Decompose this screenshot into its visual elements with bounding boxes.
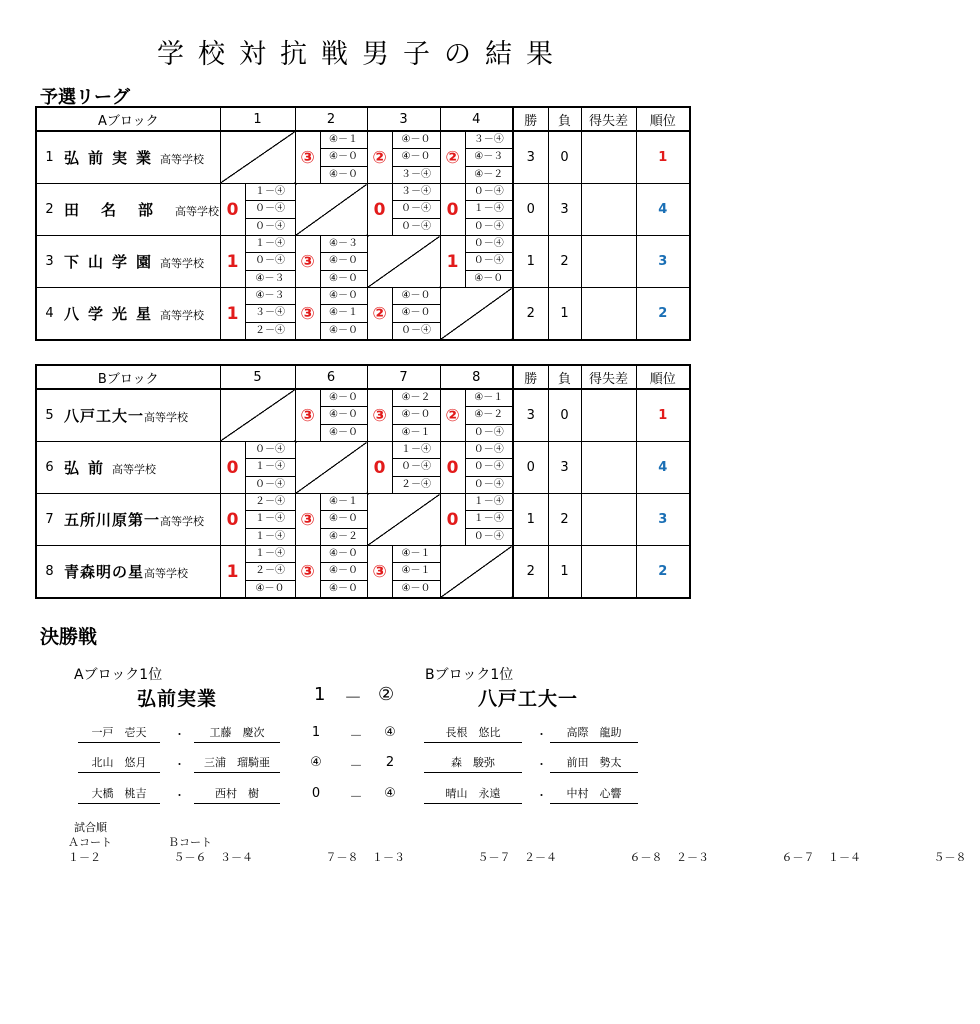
set-score: ２－④ bbox=[246, 563, 295, 580]
school-suffix: 高等学校 bbox=[144, 567, 189, 580]
set-score: ④－０ bbox=[321, 390, 367, 407]
self-match-cell bbox=[220, 389, 295, 442]
win-count: 1 bbox=[513, 494, 548, 546]
col-header: 7 bbox=[367, 365, 440, 389]
match-cell bbox=[295, 389, 367, 442]
match-cell bbox=[295, 236, 367, 288]
set-score: ０－④ bbox=[473, 426, 504, 438]
set-score: ３－④ bbox=[466, 132, 513, 149]
team-name-cell bbox=[62, 131, 220, 184]
team-name-cell bbox=[62, 288, 220, 341]
match-score-right: ④ bbox=[384, 786, 396, 801]
loss-count: 2 bbox=[548, 494, 581, 546]
match-score: 0 bbox=[226, 457, 239, 478]
player-name: 長根 悠比 bbox=[424, 724, 522, 743]
table-row bbox=[36, 288, 690, 341]
set-score: １－④ bbox=[246, 236, 295, 253]
match-score: ③ bbox=[372, 561, 387, 582]
dot-separator: ・ bbox=[174, 789, 185, 802]
order-row bbox=[220, 850, 372, 865]
match-cell bbox=[440, 236, 513, 288]
court-b-match: ５－６ bbox=[173, 851, 207, 864]
set-score: ０－④ bbox=[466, 184, 513, 201]
order-row bbox=[524, 850, 676, 865]
set-score: ④－１ bbox=[321, 305, 367, 322]
match-score-left: ④ bbox=[310, 755, 322, 770]
match-cell bbox=[220, 236, 295, 288]
team-name-cell bbox=[62, 494, 220, 546]
win-count: 0 bbox=[513, 442, 548, 494]
player-name: 中村 心響 bbox=[550, 785, 638, 804]
set-score: １－④ bbox=[466, 494, 513, 511]
order-row bbox=[676, 850, 828, 865]
set-score: ④－０ bbox=[321, 407, 367, 424]
col-header: 2 bbox=[295, 107, 367, 131]
self-match-cell bbox=[295, 184, 367, 236]
school-suffix: 高等学校 bbox=[160, 515, 205, 528]
player-name: 三浦 瑠騎亜 bbox=[194, 754, 280, 773]
set-score: ④－２ bbox=[466, 407, 513, 424]
set-score: ２－④ bbox=[255, 324, 286, 336]
match-score: 1 bbox=[226, 303, 239, 324]
set-score: ④－０ bbox=[393, 305, 440, 322]
player-name: 西村 樹 bbox=[194, 785, 280, 804]
player-name: 大橋 桃吉 bbox=[78, 785, 160, 804]
dot-separator: ・ bbox=[174, 758, 185, 771]
block-b-table bbox=[35, 364, 691, 599]
set-score: ④－１ bbox=[321, 494, 367, 511]
order-row bbox=[68, 850, 220, 865]
diff-header: 得失差 bbox=[581, 107, 636, 131]
set-score: ④－１ bbox=[401, 426, 431, 438]
team-number: 8 bbox=[36, 546, 62, 599]
match-score: ③ bbox=[300, 509, 315, 530]
set-score: ④－０ bbox=[321, 149, 367, 166]
set-score: ④－０ bbox=[321, 253, 367, 270]
set-score: １－④ bbox=[393, 442, 440, 459]
court-b-match: ５－７ bbox=[477, 851, 511, 864]
match-score: ③ bbox=[300, 561, 315, 582]
match-score: ② bbox=[445, 147, 460, 168]
final-heading: 決勝戦 bbox=[40, 626, 98, 648]
court-a-match: ２－３ bbox=[676, 851, 709, 864]
set-score: ④－０ bbox=[321, 511, 367, 528]
match-cell bbox=[295, 494, 367, 546]
set-score: ④－０ bbox=[393, 132, 440, 149]
order-label: 試合順 bbox=[74, 821, 107, 834]
team-rank: 2 bbox=[636, 546, 690, 599]
team-name: 田名部 bbox=[64, 201, 176, 219]
loss-count: 3 bbox=[548, 442, 581, 494]
match-cell bbox=[220, 546, 295, 599]
match-score: 1 bbox=[226, 251, 239, 272]
final-left-score: 1 bbox=[314, 684, 326, 705]
team-rank: 2 bbox=[636, 288, 690, 341]
match-score: ③ bbox=[300, 251, 315, 272]
team-number: 7 bbox=[36, 494, 62, 546]
team-rank: 4 bbox=[636, 442, 690, 494]
set-score: ２－④ bbox=[246, 494, 295, 511]
table-row bbox=[36, 546, 690, 599]
set-score: ④－０ bbox=[321, 546, 367, 563]
loss-count: 3 bbox=[548, 184, 581, 236]
match-score-right: ④ bbox=[384, 725, 396, 740]
set-score: ０－④ bbox=[466, 442, 513, 459]
set-score: １－④ bbox=[255, 530, 286, 542]
set-score: ０－④ bbox=[393, 201, 440, 218]
match-cell bbox=[295, 288, 367, 341]
set-score: ０－④ bbox=[473, 220, 504, 232]
team-name-cell bbox=[62, 184, 220, 236]
match-score: 0 bbox=[373, 199, 386, 220]
block-label: Bブロック bbox=[36, 365, 220, 389]
match-cell bbox=[440, 184, 513, 236]
match-cell bbox=[367, 131, 440, 184]
player-name: 前田 勢太 bbox=[550, 754, 638, 773]
match-cell bbox=[440, 389, 513, 442]
set-score: １－④ bbox=[466, 511, 513, 528]
match-score-left: 0 bbox=[311, 786, 321, 801]
set-score: ０－④ bbox=[246, 253, 295, 270]
team-number: 1 bbox=[36, 131, 62, 184]
team-name: 五所川原第一 bbox=[64, 511, 161, 529]
prelim-heading: 予選リーグ bbox=[40, 87, 130, 108]
set-score: ３－④ bbox=[401, 168, 432, 180]
set-score: １－④ bbox=[246, 184, 295, 201]
team-name: 八学光星 bbox=[64, 305, 161, 323]
set-score: ０－④ bbox=[466, 459, 513, 476]
set-score: ④－３ bbox=[321, 236, 367, 253]
order-row bbox=[828, 850, 980, 865]
set-score: ０－④ bbox=[466, 253, 513, 270]
diff-cell bbox=[581, 389, 636, 442]
set-score: ④－０ bbox=[474, 272, 504, 284]
diff-cell bbox=[581, 546, 636, 599]
match-score-left: 1 bbox=[311, 725, 321, 740]
set-score: ④－０ bbox=[329, 168, 358, 180]
col-header: 4 bbox=[440, 107, 513, 131]
match-score: 0 bbox=[446, 199, 459, 220]
loss-count: 0 bbox=[548, 389, 581, 442]
match-cell bbox=[295, 131, 367, 184]
match-cell bbox=[440, 442, 513, 494]
court-b-match: ６－７ bbox=[781, 851, 815, 864]
set-score: ④－０ bbox=[401, 582, 431, 594]
self-match-cell bbox=[440, 288, 513, 341]
set-score: ３－④ bbox=[246, 305, 295, 322]
col-header: 1 bbox=[220, 107, 295, 131]
col-header: 3 bbox=[367, 107, 440, 131]
set-score: １－④ bbox=[246, 546, 295, 563]
set-score: ④－２ bbox=[393, 390, 440, 407]
court-b-label: Ｂコート bbox=[168, 836, 212, 849]
table-row bbox=[36, 494, 690, 546]
set-score: ２－④ bbox=[401, 478, 432, 490]
diff-cell bbox=[581, 494, 636, 546]
match-score: 0 bbox=[446, 457, 459, 478]
court-a-match: ２－４ bbox=[524, 851, 557, 864]
set-score: １－④ bbox=[246, 459, 295, 476]
dot-separator: ・ bbox=[536, 789, 547, 802]
team-rank: 4 bbox=[636, 184, 690, 236]
team-number: 4 bbox=[36, 288, 62, 341]
match-score: ② bbox=[445, 405, 460, 426]
win-count: 3 bbox=[513, 389, 548, 442]
school-suffix: 高等学校 bbox=[175, 205, 220, 218]
set-score: ０－④ bbox=[473, 530, 504, 542]
team-name: 弘前実業 bbox=[64, 149, 161, 167]
player-name: 高際 龍助 bbox=[550, 724, 638, 743]
match-score: 0 bbox=[226, 199, 239, 220]
set-score: ④－０ bbox=[393, 288, 440, 305]
team-name: 下山学園 bbox=[64, 253, 161, 271]
match-cell bbox=[367, 442, 440, 494]
self-match-cell bbox=[440, 546, 513, 599]
table-row bbox=[36, 389, 690, 442]
dot-separator: ・ bbox=[536, 728, 547, 741]
court-a-match: １－２ bbox=[68, 851, 101, 864]
match-cell bbox=[295, 546, 367, 599]
match-cell bbox=[220, 442, 295, 494]
court-b-match: ６－８ bbox=[629, 851, 663, 864]
court-a-match: ３－４ bbox=[220, 851, 253, 864]
set-score: ④－１ bbox=[393, 563, 440, 580]
match-cell bbox=[440, 494, 513, 546]
school-suffix: 高等学校 bbox=[160, 309, 205, 322]
diff-cell bbox=[581, 442, 636, 494]
set-score: ④－１ bbox=[321, 132, 367, 149]
loss-header: 負 bbox=[548, 365, 581, 389]
court-a-match: １－４ bbox=[828, 851, 861, 864]
match-score: ② bbox=[372, 147, 387, 168]
court-a-label: Ａコート bbox=[68, 836, 112, 849]
match-dash: － bbox=[349, 759, 363, 774]
team-name-cell bbox=[62, 389, 220, 442]
school-suffix: 高等学校 bbox=[112, 463, 157, 476]
set-score: ④－３ bbox=[466, 149, 513, 166]
school-suffix: 高等学校 bbox=[144, 411, 189, 424]
team-name-cell bbox=[62, 546, 220, 599]
team-number: 2 bbox=[36, 184, 62, 236]
set-score: １－④ bbox=[466, 201, 513, 218]
match-cell bbox=[220, 494, 295, 546]
diff-cell bbox=[581, 236, 636, 288]
match-score: 0 bbox=[373, 457, 386, 478]
set-score: ④－２ bbox=[329, 530, 358, 542]
set-score: ０－④ bbox=[246, 442, 295, 459]
self-match-cell bbox=[367, 494, 440, 546]
team-number: 6 bbox=[36, 442, 62, 494]
loss-count: 1 bbox=[548, 288, 581, 341]
set-score: ④－０ bbox=[321, 563, 367, 580]
match-score: ③ bbox=[300, 147, 315, 168]
self-match-cell bbox=[220, 131, 295, 184]
match-score: 0 bbox=[446, 509, 459, 530]
player-name: 森 駿弥 bbox=[424, 754, 522, 773]
match-cell bbox=[440, 131, 513, 184]
player-name: 晴山 永遠 bbox=[424, 785, 522, 804]
order-row bbox=[372, 850, 524, 865]
set-score: ０－④ bbox=[466, 236, 513, 253]
win-header: 勝 bbox=[513, 365, 548, 389]
self-match-cell bbox=[295, 442, 367, 494]
match-score-right: 2 bbox=[385, 755, 395, 770]
final-left-label: Aブロック1位 bbox=[74, 667, 163, 683]
match-cell bbox=[367, 288, 440, 341]
win-count: 0 bbox=[513, 184, 548, 236]
match-cell bbox=[367, 184, 440, 236]
match-score: ③ bbox=[372, 405, 387, 426]
win-count: 3 bbox=[513, 131, 548, 184]
court-a-match: １－３ bbox=[372, 851, 405, 864]
team-name-cell bbox=[62, 442, 220, 494]
final-dash: － bbox=[344, 688, 362, 709]
diff-header: 得失差 bbox=[581, 365, 636, 389]
match-score: ③ bbox=[300, 303, 315, 324]
diff-cell bbox=[581, 184, 636, 236]
team-name: 青森明の星 bbox=[64, 563, 145, 581]
match-score: 0 bbox=[226, 509, 239, 530]
dot-separator: ・ bbox=[174, 728, 185, 741]
set-score: １－④ bbox=[246, 511, 295, 528]
set-score: ④－０ bbox=[329, 324, 358, 336]
team-rank: 1 bbox=[636, 131, 690, 184]
team-name: 弘前 bbox=[64, 459, 113, 477]
match-cell bbox=[220, 184, 295, 236]
match-score: ③ bbox=[300, 405, 315, 426]
set-score: ④－０ bbox=[329, 272, 358, 284]
diff-cell bbox=[581, 288, 636, 341]
match-cell bbox=[367, 389, 440, 442]
match-score: 1 bbox=[446, 251, 459, 272]
match-cell bbox=[220, 288, 295, 341]
court-b-match: ７－８ bbox=[325, 851, 359, 864]
set-score: ０－④ bbox=[473, 478, 504, 490]
set-score: ④－３ bbox=[246, 288, 295, 305]
table-row bbox=[36, 442, 690, 494]
table-row bbox=[36, 236, 690, 288]
set-score: ④－２ bbox=[474, 168, 504, 180]
final-left-team: 弘前実業 bbox=[137, 688, 218, 710]
diff-cell bbox=[581, 131, 636, 184]
player-name: 工藤 慶次 bbox=[194, 724, 280, 743]
rank-header: 順位 bbox=[636, 365, 690, 389]
set-score: ０－④ bbox=[393, 459, 440, 476]
team-name: 八戸工大一 bbox=[64, 407, 145, 425]
block-label: Aブロック bbox=[36, 107, 220, 131]
set-score: ０－④ bbox=[401, 324, 432, 336]
loss-count: 1 bbox=[548, 546, 581, 599]
page-title: 学校対抗戦男子の結果 bbox=[157, 39, 567, 70]
court-b-match: ５－８ bbox=[933, 851, 967, 864]
match-cell bbox=[367, 546, 440, 599]
col-header: 6 bbox=[295, 365, 367, 389]
team-name-cell bbox=[62, 236, 220, 288]
team-number: 3 bbox=[36, 236, 62, 288]
set-score: ④－０ bbox=[329, 582, 358, 594]
table-row bbox=[36, 131, 690, 184]
win-count: 2 bbox=[513, 546, 548, 599]
loss-header: 負 bbox=[548, 107, 581, 131]
set-score: ④－１ bbox=[466, 390, 513, 407]
set-score: ④－０ bbox=[329, 426, 358, 438]
set-score: ④－０ bbox=[393, 407, 440, 424]
match-score: ② bbox=[372, 303, 387, 324]
rank-header: 順位 bbox=[636, 107, 690, 131]
set-score: ④－１ bbox=[393, 546, 440, 563]
set-score: ３－④ bbox=[393, 184, 440, 201]
set-score: ④－０ bbox=[255, 582, 285, 594]
match-dash: － bbox=[349, 729, 363, 744]
team-number: 5 bbox=[36, 389, 62, 442]
block-a-table bbox=[35, 106, 691, 341]
final-right-label: Bブロック1位 bbox=[425, 667, 514, 683]
loss-count: 0 bbox=[548, 131, 581, 184]
set-score: ０－④ bbox=[401, 220, 432, 232]
school-suffix: 高等学校 bbox=[160, 257, 205, 270]
player-name: 一戸 壱天 bbox=[78, 724, 160, 743]
win-count: 1 bbox=[513, 236, 548, 288]
win-count: 2 bbox=[513, 288, 548, 341]
final-right-team: 八戸工大一 bbox=[478, 688, 579, 710]
match-dash: － bbox=[349, 790, 363, 805]
set-score: ０－④ bbox=[246, 201, 295, 218]
set-score: ０－④ bbox=[255, 478, 286, 490]
school-suffix: 高等学校 bbox=[160, 153, 205, 166]
win-header: 勝 bbox=[513, 107, 548, 131]
set-score: ０－④ bbox=[255, 220, 286, 232]
col-header: 5 bbox=[220, 365, 295, 389]
self-match-cell bbox=[367, 236, 440, 288]
set-score: ④－３ bbox=[255, 272, 285, 284]
set-score: ④－０ bbox=[321, 288, 367, 305]
team-rank: 1 bbox=[636, 389, 690, 442]
col-header: 8 bbox=[440, 365, 513, 389]
team-rank: 3 bbox=[636, 236, 690, 288]
loss-count: 2 bbox=[548, 236, 581, 288]
team-rank: 3 bbox=[636, 494, 690, 546]
final-right-score: ② bbox=[378, 684, 395, 705]
player-name: 北山 悠月 bbox=[78, 754, 160, 773]
match-score: 1 bbox=[226, 561, 239, 582]
dot-separator: ・ bbox=[536, 758, 547, 771]
table-row bbox=[36, 184, 690, 236]
match-order bbox=[68, 820, 980, 865]
set-score: ④－０ bbox=[393, 149, 440, 166]
